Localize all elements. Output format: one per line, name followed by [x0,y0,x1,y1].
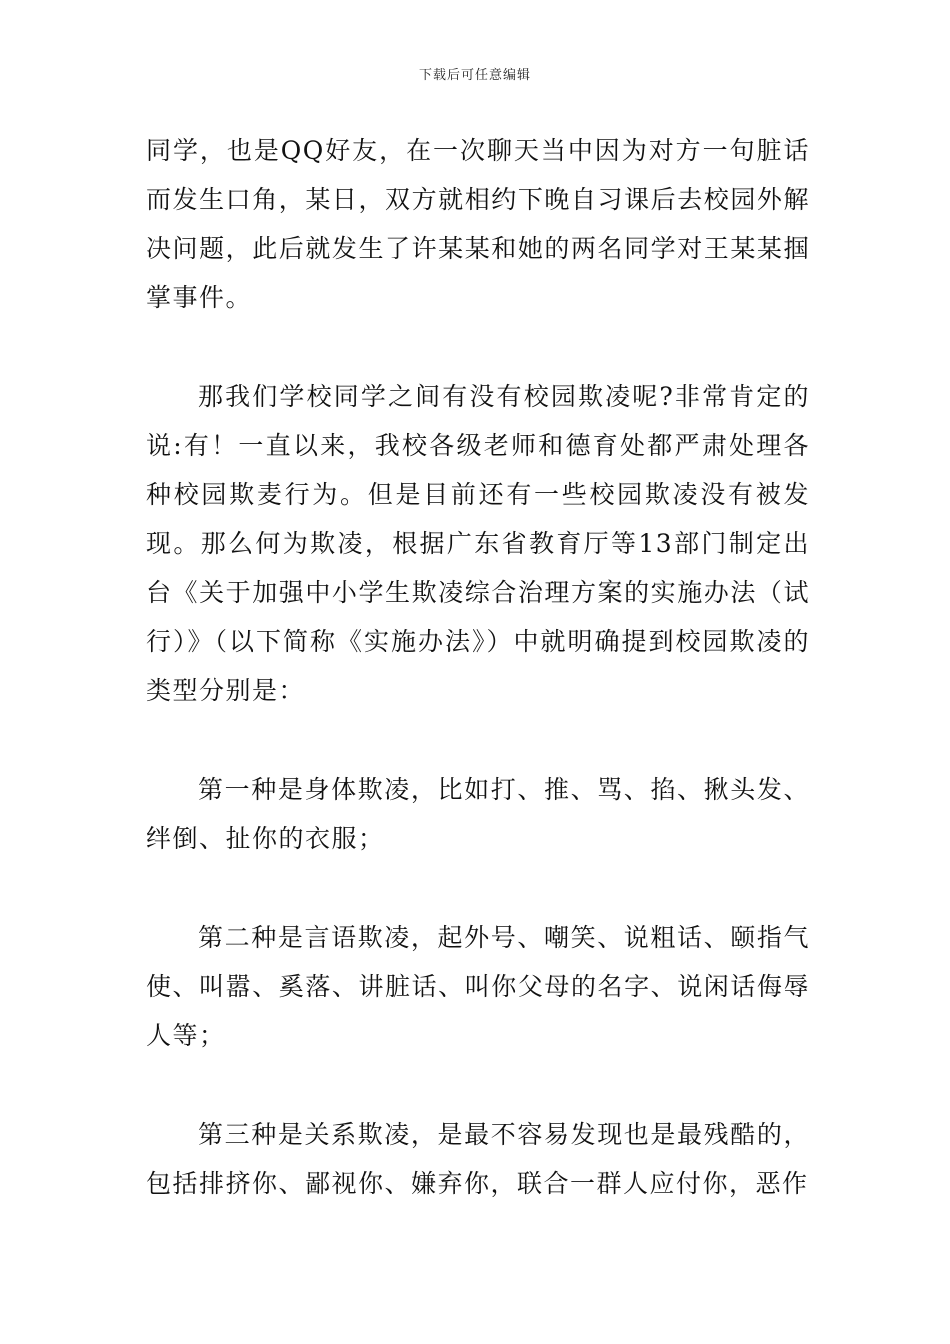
paragraph-gap [146,863,810,913]
paragraph-gap [146,715,810,765]
document-body [146,126,810,1208]
paragraph-gap [146,322,810,372]
page-header: 下载后可任意编辑 [418,68,531,83]
paragraph-3: 第一种是身体欺凌，比如打、推、骂、掐、揪头发、绊倒、扯你的衣服； [146,775,810,853]
paragraph-1: 同学，也是QQ好友，在一次聊天当中因为对方一句脏话而发生口角，某日，双方就相约下晚自习课后去校园外解决问题，此后就发生了许某某和她的两名同学对王某某掴掌事件。 [146,136,810,312]
paragraph-4: 第二种是言语欺凌，起外号、嘲笑、说粗话、颐指气使、叫嚣、奚落、讲脏话、叫你父母的名字、说闲话侮辱人等； [146,923,810,1050]
paragraph-5: 第三种是关系欺凌，是最不容易发现也是最残酷的，包括排挤你、鄙视你、嫌弃你，联合一群人应付你，恶作 [146,1120,810,1198]
paragraph-gap [146,1060,810,1110]
paragraph-2: 那我们学校同学之间有没有校园欺凌呢?非常肯定的说:有！一直以来，我校各级老师和德育处都严肃处理各种校园欺麦行为。但是目前还有一些校园欺凌没有被发现。那么何为欺凌，根据广东省教育厅等13部门制定出台《关于加强中小学生欺凌综合治理方案的实施办法（试行）》（以下简称《实施办法》）中就明确提到校园欺凌的类型分别是： [146,382,810,705]
